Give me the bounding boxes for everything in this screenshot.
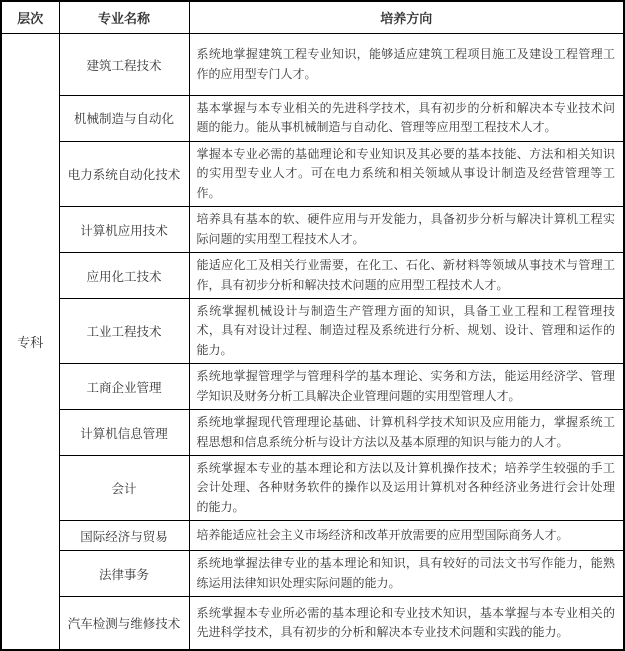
table-row	[1, 96, 624, 142]
direction-cell: 系统掌握机械设计与制造生产管理方面的知识，具备工业工程和工程管理技术，具有对设计过程、制造过程及系统进行分析、规划、设计、管理和运作的能力。	[189, 298, 624, 363]
major-cell: 机械制造与自动化	[59, 96, 189, 142]
column-header-major: 专业名称	[59, 1, 189, 34]
major-cell: 计算机信息管理	[59, 410, 189, 456]
direction-cell: 系统地掌握现代管理理论基础、计算机科学技术知识及应用能力，掌握系统工程思想和信息系统分析与设计方法以及基本原理的知识与能力的人才。	[189, 410, 624, 456]
major-cell: 工业工程技术	[59, 298, 189, 363]
table-row	[1, 364, 624, 410]
direction-cell: 培养具有基本的软、硬件应用与开发能力，具备初步分析与解决计算机工程实际问题的实用型工程技术人才。	[189, 207, 624, 253]
major-cell: 电力系统自动化技术	[59, 141, 189, 206]
table-row	[1, 141, 624, 206]
major-cell: 工商企业管理	[59, 364, 189, 410]
major-cell: 国际经济与贸易	[59, 521, 189, 551]
column-header-level: 层次	[1, 1, 59, 34]
direction-cell: 系统地掌握管理学与管理科学的基本理论、实务和方法，能运用经济学、管理学知识及财务分析工具解决企业管理问题的实用型管理人才。	[189, 364, 624, 410]
direction-cell: 系统掌握本专业的基本理论和方法以及计算机操作技术；培养学生较强的手工会计处理、各种财务软件的操作以及运用计算机对各种经济业务进行会计处理的能力。	[189, 456, 624, 521]
major-cell: 汽车检测与维修技术	[59, 597, 189, 650]
major-cell: 法律事务	[59, 551, 189, 597]
table-row	[1, 253, 624, 299]
level-cell: 专科	[1, 34, 59, 650]
direction-cell: 系统掌握本专业所必需的基本理论和专业技术知识，基本掌握与本专业相关的先进科学技术，具有初步的分析和解决本专业技术问题和实践的能力。	[189, 597, 624, 650]
table-row	[1, 456, 624, 521]
major-cell: 应用化工技术	[59, 253, 189, 299]
direction-cell: 掌握本专业必需的基础理论和专业知识及其必要的基本技能、方法和相关知识的实用型专业人才。可在电力系统和相关领域从事设计制造及经营管理等工作。	[189, 141, 624, 206]
table-row	[1, 34, 624, 96]
direction-cell: 系统地掌握法律专业的基本理论和知识，具有较好的司法文书写作能力，能熟练运用法律知识处理实际问题的能力。	[189, 551, 624, 597]
table-row	[1, 551, 624, 597]
major-cell: 计算机应用技术	[59, 207, 189, 253]
direction-cell: 能适应化工及相关行业需要，在化工、石化、新材料等领域从事技术与管理工作，具有初步分析和解决技术问题的应用型工程技术人才。	[189, 253, 624, 299]
direction-cell: 培养能适应社会主义市场经济和改革开放需要的应用型国际商务人才。	[189, 521, 624, 551]
header-row	[1, 1, 624, 34]
table-row	[1, 410, 624, 456]
major-cell: 会计	[59, 456, 189, 521]
direction-cell: 基本掌握与本专业相关的先进科学技术，具有初步的分析和解决本专业技术问题的能力。能从事机械制造与自动化、管理等应用型工程技术人才。	[189, 96, 624, 142]
table-row	[1, 298, 624, 363]
major-cell: 建筑工程技术	[59, 34, 189, 96]
table-row	[1, 597, 624, 650]
table-row	[1, 521, 624, 551]
direction-cell: 系统地掌握建筑工程专业知识，能够适应建筑工程项目施工及建设工程管理工作的应用型专门人才。	[189, 34, 624, 96]
column-header-direction: 培养方向	[189, 1, 624, 34]
table-row	[1, 207, 624, 253]
